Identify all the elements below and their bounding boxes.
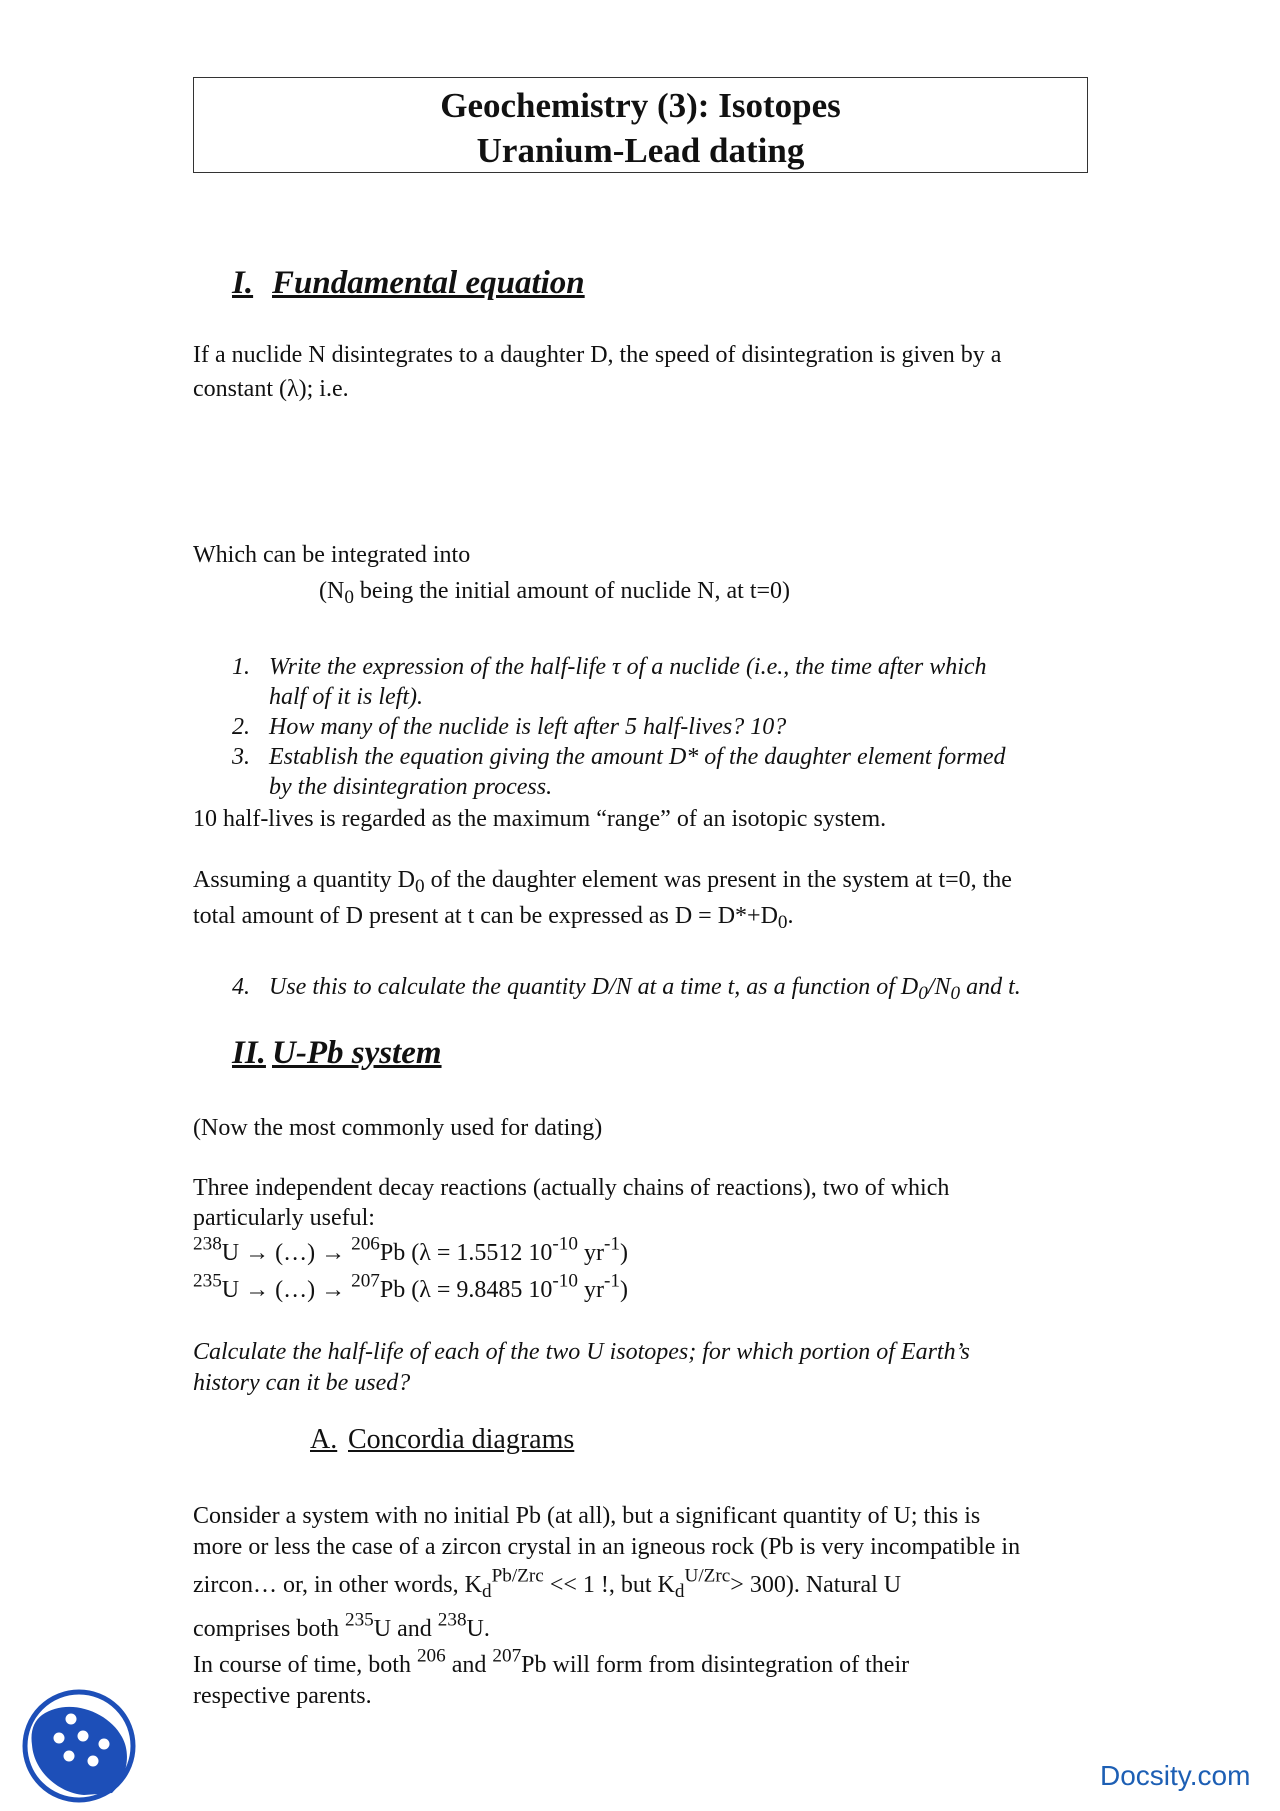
consider-line-3: zircon… or, in other words, $K_d^{Pb/Zrc} << 1$ !, but $K_d^{U/Zrc}> 300$). Natural U <box>193 1565 902 1602</box>
question-list <box>232 652 1006 802</box>
question-3: 3. Establish the equation giving the amount D* of the daughter element formed by the disintegration process. <box>232 744 1006 800</box>
initial-amount-note: ($N_0$ being the initial amount of nuclide N, at t=0) <box>319 578 791 608</box>
reaction-u238: $^{238}$U → (…) → $^{206}$Pb (λ = 1.5512 $10^{-10}$ $yr^{-1}$) <box>193 1233 628 1266</box>
question-1: 1. Write the expression of the half-life τ of a nuclide (i.e., the time after which half of it is left). <box>232 654 987 710</box>
halflife-question-1: Calculate the half-life of each of the two U isotopes; for which portion of Earth’s <box>193 1339 970 1365</box>
section-heading-upb <box>232 1035 442 1072</box>
subsection-number: A. <box>310 1424 338 1455</box>
consider-line-6: respective parents. <box>193 1683 372 1709</box>
section-number: II. <box>232 1035 266 1071</box>
integrated-text: Which can be integrated into <box>193 542 471 568</box>
decay-line-2: particularly useful: <box>193 1205 375 1231</box>
title-box <box>193 77 1088 173</box>
intro-line-1: If a nuclide N disintegrates to a daughter D, the speed of disintegration is given by a <box>193 342 1002 368</box>
decay-line-1: Three independent decay reactions (actually chains of reactions), two of which <box>193 1175 950 1201</box>
usage-note: (Now the most commonly used for dating) <box>193 1115 603 1141</box>
docsity-brand-link[interactable]: Docsity.com <box>1100 1760 1251 1791</box>
section-heading-fundamental <box>232 265 585 302</box>
page-subtitle: Uranium-Lead dating <box>476 131 805 170</box>
question-4: 4. Use this to calculate the quantity D/N at a time t, as a function of $D_0/N_0$ and t. <box>232 974 1021 1004</box>
consider-line-4: comprises both $^{235}$U and $^{238}$U. <box>193 1609 490 1642</box>
range-note: 10 half-lives is regarded as the maximum “range” of an isotopic system. <box>193 806 887 832</box>
consider-line-2: more or less the case of a zircon crystal in an igneous rock (Pb is very incompatible in <box>193 1534 1021 1560</box>
section-title: U-Pb system <box>272 1035 442 1071</box>
subsection-title: Concordia diagrams <box>348 1424 575 1455</box>
halflife-question-2: history can it be used? <box>193 1370 411 1396</box>
intro-line-2: constant (λ); i.e. <box>193 376 349 402</box>
assumption-line-1: Assuming a quantity $D_0$ of the daughter element was present in the system at t=0, the <box>193 867 1012 897</box>
question-2: 2. How many of the nuclide is left after 5 half-lives? 10? <box>232 714 787 740</box>
docsity-logo-icon[interactable] <box>22 1689 136 1803</box>
reaction-u235: $^{235}$U → (…) → $^{207}$Pb (λ = 9.8485 $10^{-10}$ $yr^{-1}$) <box>193 1270 628 1303</box>
section-title: Fundamental equation <box>272 265 585 301</box>
consider-line-1: Consider a system with no initial Pb (at all), but a significant quantity of U; this is <box>193 1503 981 1529</box>
subsection-heading-concordia <box>310 1424 574 1456</box>
section-number: I. <box>232 265 254 301</box>
consider-line-5: In course of time, both $^{206}$ and $^{207}$Pb will form from disintegration of their <box>193 1645 910 1678</box>
page-title: Geochemistry (3): Isotopes <box>440 86 841 125</box>
assumption-line-2: total amount of D present at t can be expressed as $D = D*+D_0$. <box>193 903 794 933</box>
